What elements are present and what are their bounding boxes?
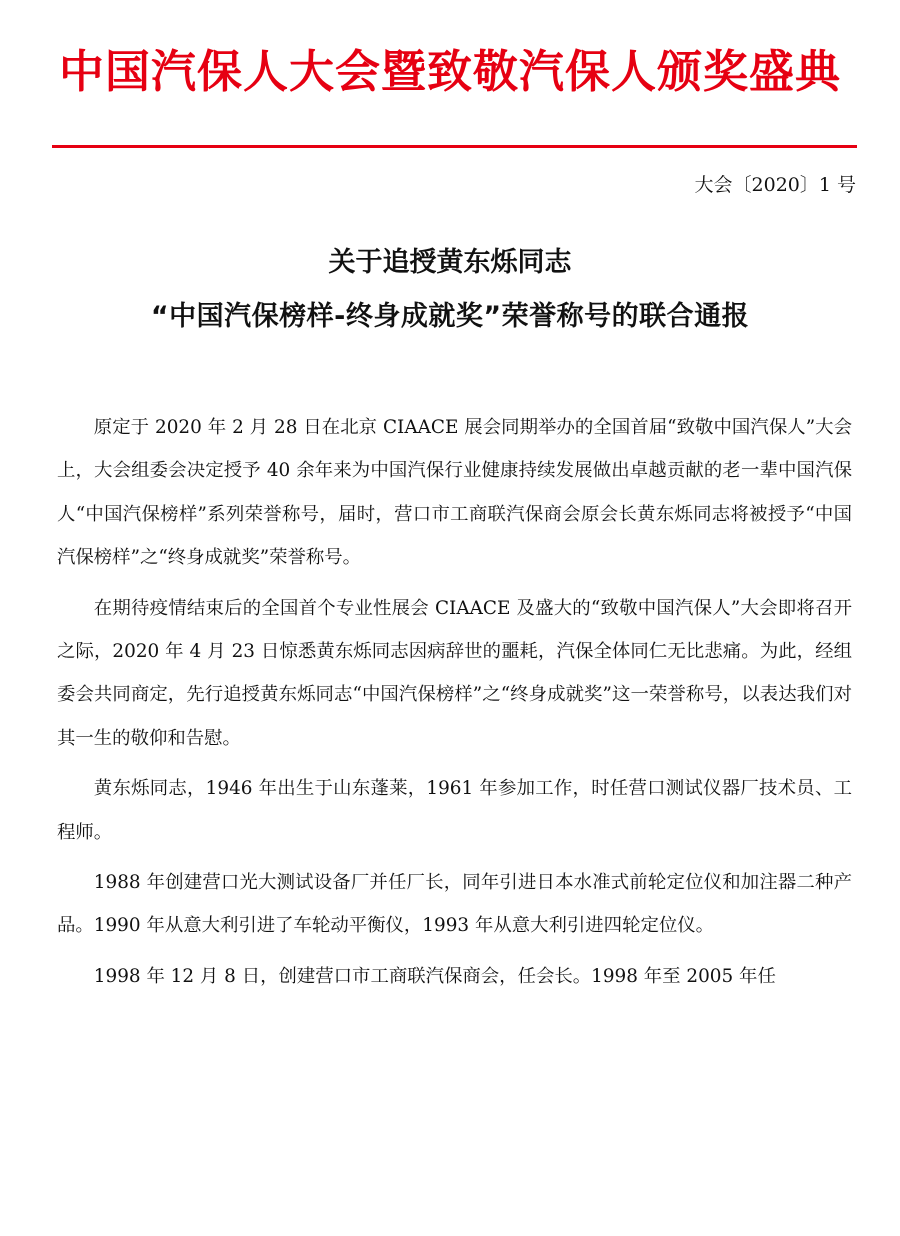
- body-paragraph-1: 原定于 2020 年 2 月 28 日在北京 CIAACE 展会同期举办的全国首届“致敬中国汽保人”大会上，大会组委会决定授予 40 余年来为中国汽保行业健康持续发展做出卓越贡献的老一辈中国汽保人“中国汽保榜样”系列荣誉称号，届时，营口市工商联汽保商会原会长黄东烁同志将被授予“中国汽保榜样”之“终身成就奖”荣誉称号。: [57, 417, 852, 569]
- notice-body: [57, 406, 852, 1005]
- masthead-title: 中国汽保人大会暨致敬汽保人颁奖盛典: [58, 45, 841, 98]
- body-paragraph-2: 在期待疫情结束后的全国首个专业性展会 CIAACE 及盛大的“致敬中国汽保人”大会即将召开之际，2020 年 4 月 23 日惊悉黄东烁同志因病辞世的噩耗，汽保全体同仁无比悲痛。为此，经组委会共同商定，先行追授黄东烁同志“中国汽保榜样”之“终身成就奖”这一荣誉称号，以表达我们对其一生的敬仰和告慰。: [57, 597, 852, 749]
- body-paragraph-4: 1988 年创建营口光大测试设备厂并任厂长，同年引进日本水准式前轮定位仪和加注器二种产品。1990 年从意大利引进了车轮动平衡仪，1993 年从意大利引进四轮定位仪。: [57, 872, 852, 937]
- document-number: 大会〔2020〕1 号: [694, 174, 856, 196]
- red-divider-rule: [52, 145, 857, 148]
- body-paragraph-3: 黄东烁同志，1946 年出生于山东蓬莱，1961 年参加工作，时任营口测试仪器厂技术员、工程师。: [57, 778, 852, 843]
- body-paragraph-5: 1998 年 12 月 8 日，创建营口市工商联汽保商会，任会长。1998 年至 2005 年任: [93, 965, 776, 987]
- notice-title-line-2: “中国汽保榜样-终身成就奖”荣誉称号的联合通报: [150, 301, 750, 332]
- notice-title-line-1: 关于追授黄东烁同志: [328, 247, 572, 278]
